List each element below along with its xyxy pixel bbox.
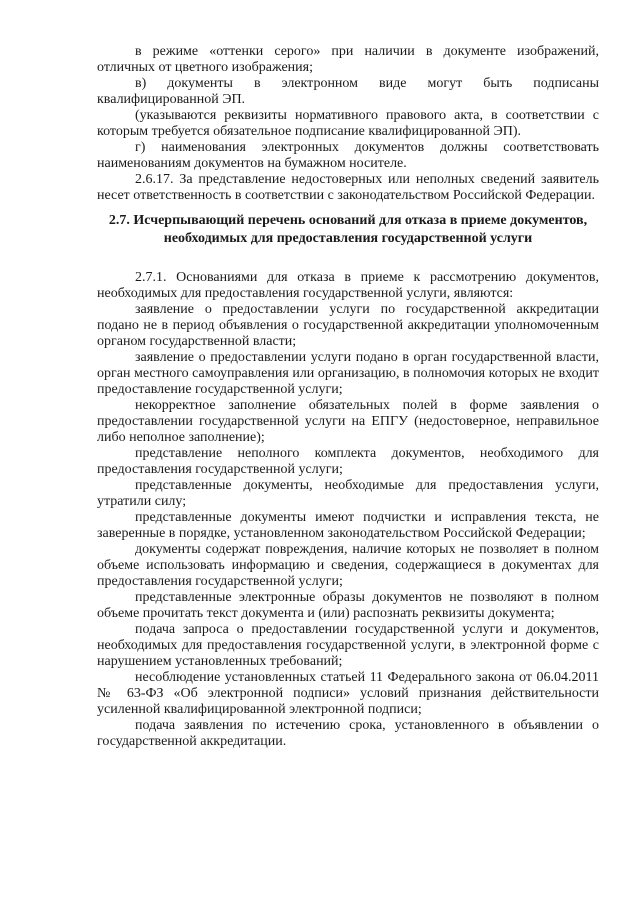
list-item-ground: подача запроса о предоставлении государственной услуги и документов, необходимых для предоставления государственной услуги, в электронной форме с нарушением установленных требований; xyxy=(97,622,599,669)
list-item-ground: подача заявления по истечению срока, установленного в объявлении о государственной аккредитации. xyxy=(97,718,599,749)
list-item-ground: представленные документы, необходимые для предоставления услуги, утратили силу; xyxy=(97,478,599,509)
paragraph-grayscale-mode: в режиме «оттенки серого» при наличии в документе изображений, отличных от цветного изображения; xyxy=(97,44,599,75)
document-body xyxy=(97,44,599,750)
paragraph-2-7-1: 2.7.1. Основаниями для отказа в приеме к рассмотрению документов, необходимых для предоставления государственной услуги, являются: xyxy=(97,270,599,301)
paragraph-document-names: г) наименования электронных документов должны соответствовать наименованиям документов на бумажном носителе. xyxy=(97,140,599,171)
spacer xyxy=(97,248,599,270)
paragraph-2-6-17: 2.6.17. За представление недостоверных или неполных сведений заявитель несет ответственность в соответствии с законодательством Российской Федерации. xyxy=(97,172,599,203)
paragraph-electronic-signature: в) документы в электронном виде могут быть подписаны квалифицированной ЭП. xyxy=(97,76,599,107)
paragraph-legal-act-note: (указываются реквизиты нормативного правового акта, в соответствии с которым требуется обязательное подписание квалифицированной ЭП). xyxy=(97,108,599,139)
section-heading-2-7: 2.7. Исчерпывающий перечень оснований для отказа в приеме документов, необходимых для предоставления государственной услуги xyxy=(108,213,588,246)
list-item-ground: представление неполного комплекта документов, необходимого для предоставления государственной услуги; xyxy=(97,446,599,477)
list-item-ground: некорректное заполнение обязательных полей в форме заявления о предоставлении государственной услуги на ЕПГУ (недостоверное, неправильное либо неполное заполнение); xyxy=(97,398,599,445)
list-item-ground: представленные электронные образы документов не позволяют в полном объеме прочитать текст документа и (или) распознать реквизиты документа; xyxy=(97,590,599,621)
list-item-ground: несоблюдение установленных статьей 11 Федерального закона от 06.04.2011 № 63-ФЗ «Об электронной подписи» условий признания действительности усиленной квалифицированной электронной подписи; xyxy=(97,670,599,717)
list-item-ground: заявление о предоставлении услуги подано в орган государственной власти, орган местного самоуправления или организацию, в полномочия которых не входит предоставление государственной услуги; xyxy=(97,350,599,397)
list-item-ground: заявление о предоставлении услуги по государственной аккредитации подано не в период объявления о государственной аккредитации уполномоченным органом государственной власти; xyxy=(97,302,599,349)
list-item-ground: документы содержат повреждения, наличие которых не позволяет в полном объеме использовать информацию и сведения, содержащиеся в документах для предоставления государственной услуги; xyxy=(97,542,599,589)
list-item-ground: представленные документы имеют подчистки и исправления текста, не заверенные в порядке, установленном законодательством Российской Федерации; xyxy=(97,510,599,541)
